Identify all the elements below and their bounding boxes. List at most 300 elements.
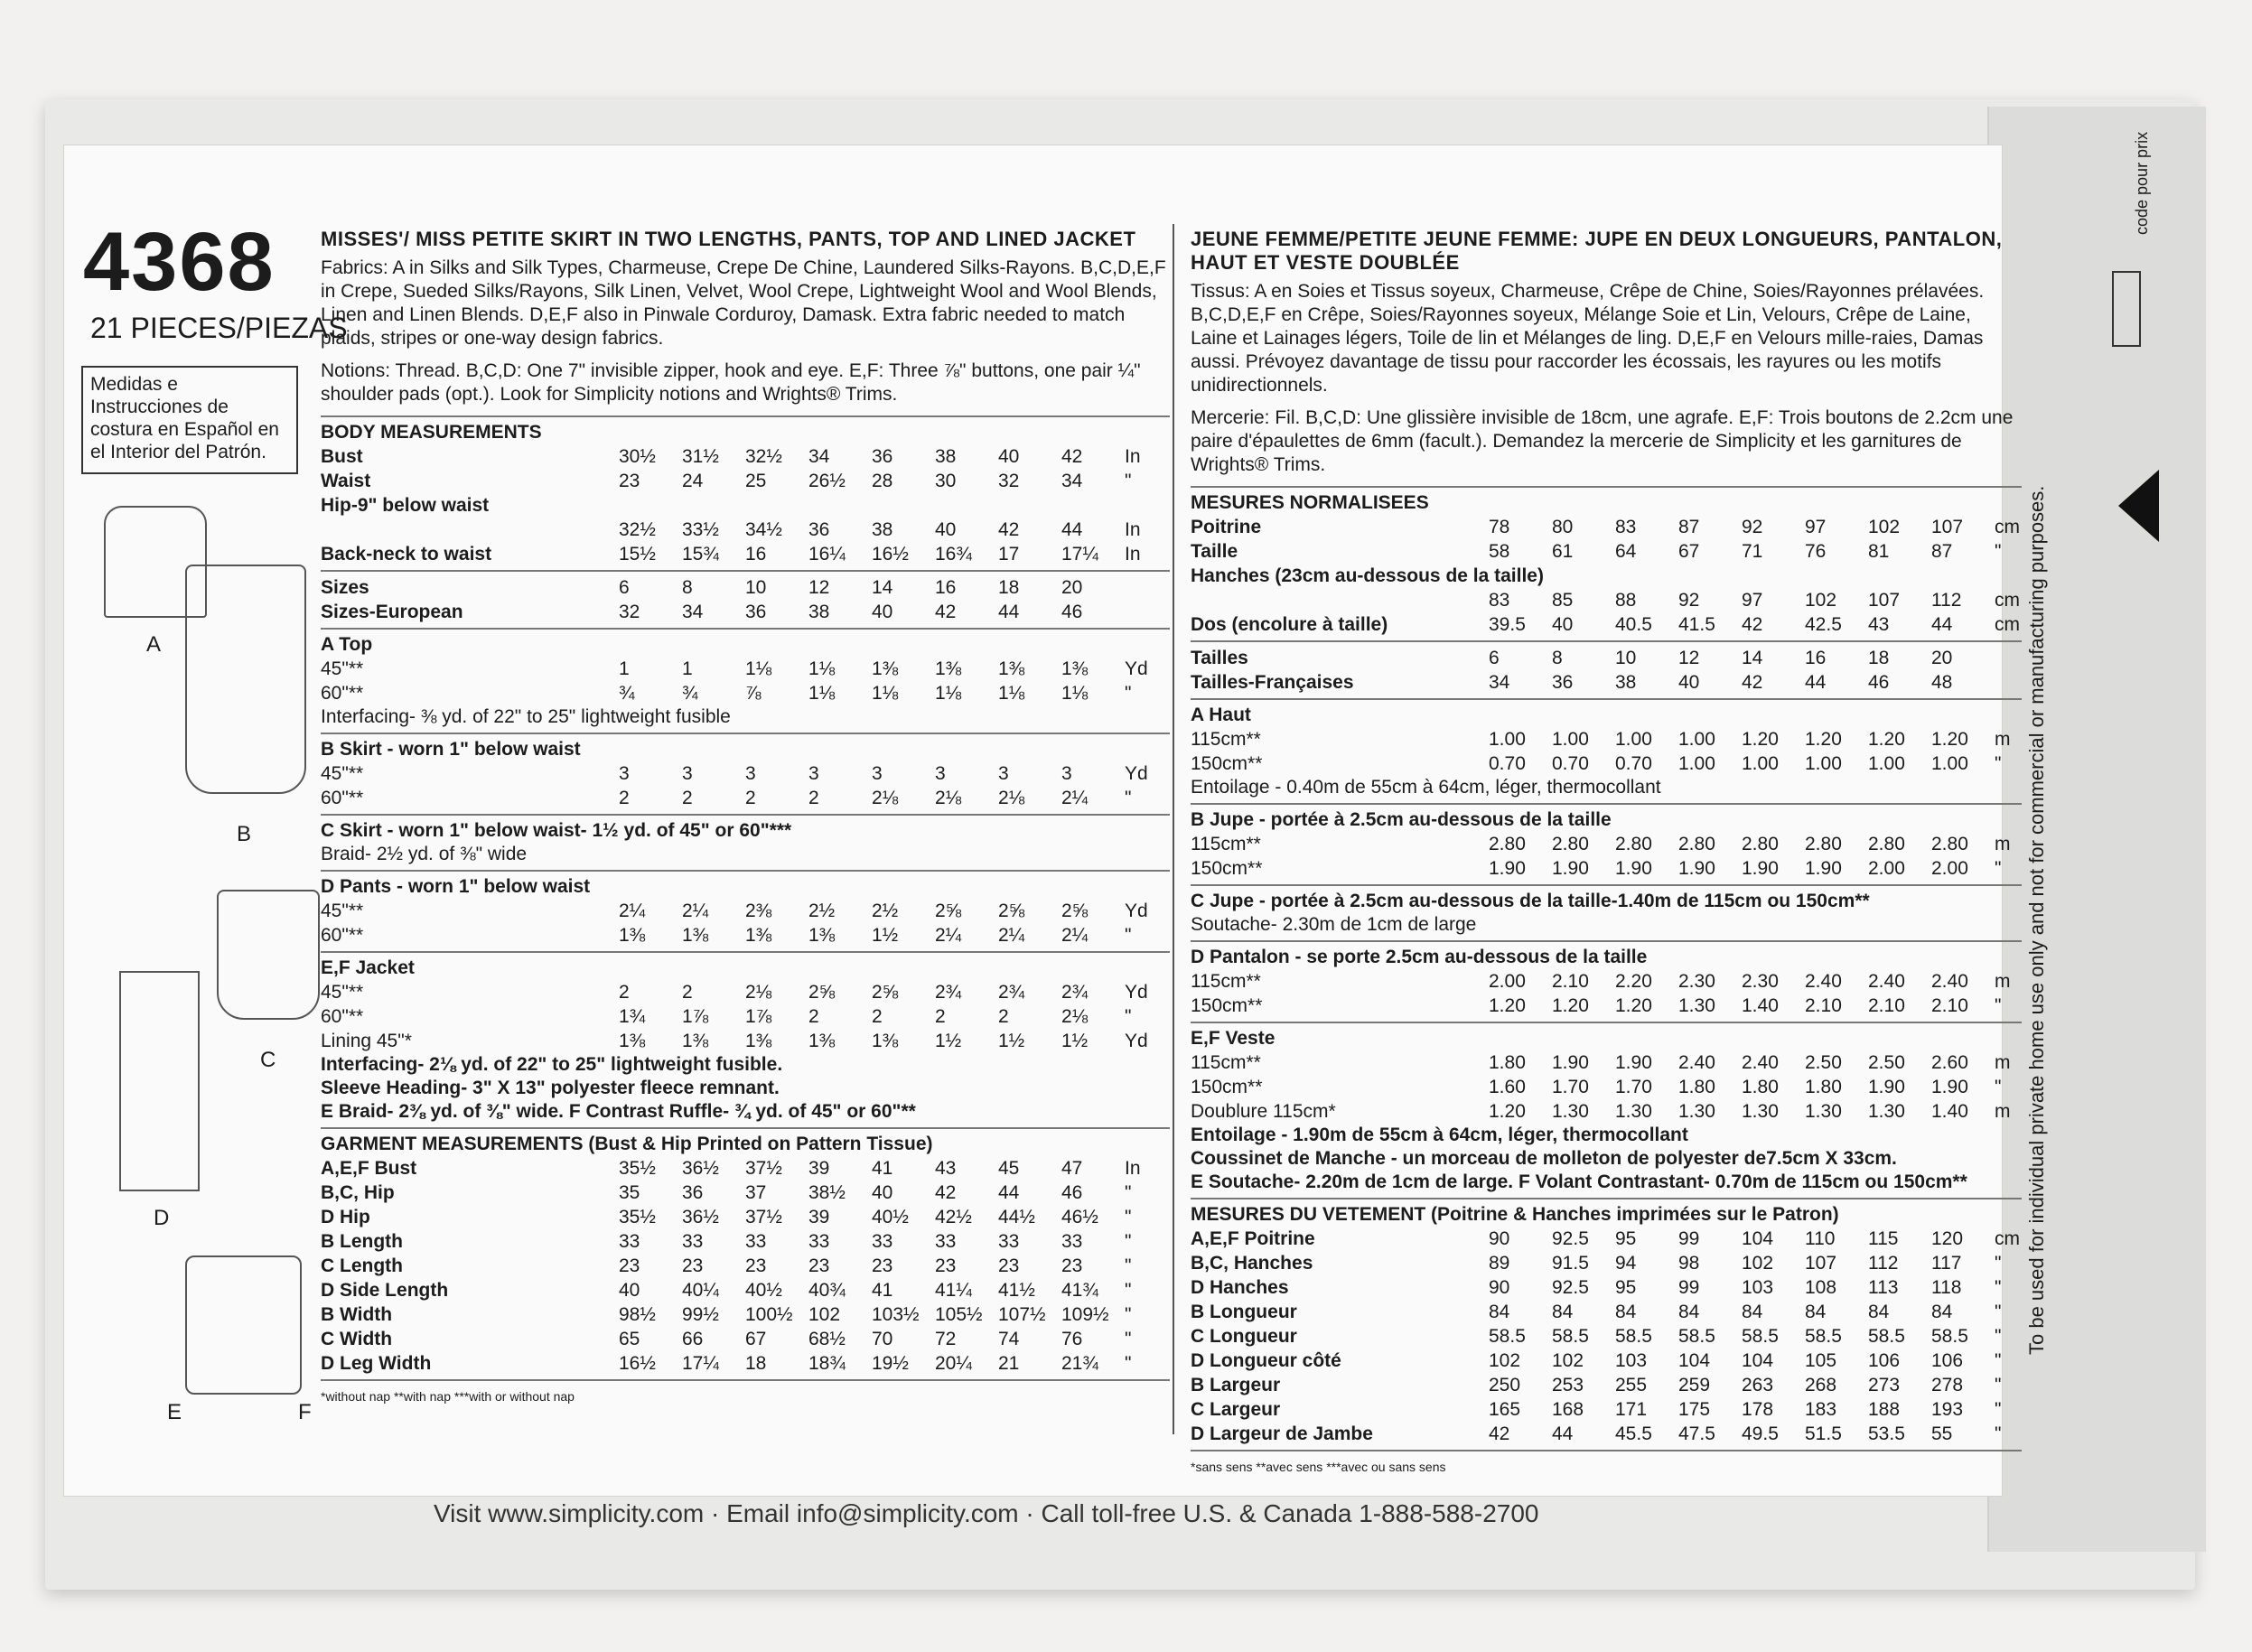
table-cell: 1⅜ bbox=[998, 658, 1025, 679]
table-row bbox=[321, 1156, 1170, 1181]
table-cell: 23 bbox=[619, 1255, 640, 1276]
unit-cell: Yd bbox=[1125, 900, 1148, 921]
row-label: B Width bbox=[321, 1303, 393, 1325]
table-cell: 76 bbox=[1805, 540, 1827, 562]
table-cell: 40¼ bbox=[682, 1279, 719, 1301]
c-skirt-head: C Skirt - worn 1" below waist- 1½ yd. of 45" or 60"*** bbox=[321, 820, 792, 841]
sketch-skirt-b bbox=[185, 565, 306, 794]
table-cell: 1⅜ bbox=[682, 1030, 709, 1051]
table-cell: ¾ bbox=[682, 682, 698, 704]
table-row bbox=[1191, 727, 2022, 751]
table-cell: 83 bbox=[1615, 516, 1637, 537]
table-row bbox=[1191, 1050, 2022, 1075]
table-cell: 10 bbox=[1615, 647, 1637, 668]
table-cell: 33 bbox=[1061, 1230, 1083, 1252]
table-cell: 38 bbox=[935, 445, 957, 467]
table-cell: 2.40 bbox=[1805, 970, 1842, 992]
table-cell: 30 bbox=[935, 470, 957, 491]
unit-cell: " bbox=[1995, 1325, 2002, 1347]
table-cell: 84 bbox=[1552, 1301, 1574, 1322]
table-cell: 88 bbox=[1615, 589, 1637, 611]
table-cell: 1.30 bbox=[1678, 994, 1715, 1016]
row-label: Tailles bbox=[1191, 647, 1248, 668]
table-cell: 104 bbox=[1678, 1349, 1711, 1371]
table-cell: 168 bbox=[1552, 1398, 1584, 1420]
sketch-pants-d bbox=[119, 971, 200, 1191]
table-cell: 32 bbox=[619, 601, 640, 622]
table-row bbox=[321, 600, 1170, 624]
ef-veste-note: Entoilage - 1.90m de 55cm à 64cm, léger, thermocollant bbox=[1191, 1125, 1688, 1145]
table-cell: 42 bbox=[935, 601, 957, 622]
table-cell: 2.10 bbox=[1552, 970, 1589, 992]
table-row bbox=[321, 786, 1170, 810]
table-cell: 71 bbox=[1742, 540, 1763, 562]
table-cell: 278 bbox=[1931, 1374, 1964, 1395]
table-cell: 40 bbox=[935, 518, 957, 540]
table-cell: 42 bbox=[1742, 671, 1763, 693]
table-row bbox=[321, 657, 1170, 681]
unit-cell: " bbox=[1125, 1230, 1132, 1252]
table-cell: 83 bbox=[1489, 589, 1510, 611]
table-cell: 2 bbox=[619, 787, 630, 808]
row-label: C Longueur bbox=[1191, 1325, 1297, 1347]
row-label: 45"** bbox=[321, 762, 364, 784]
row-label: Doublure 115cm* bbox=[1191, 1100, 1336, 1122]
table-cell: 1⅜ bbox=[872, 658, 899, 679]
table-cell: 40½ bbox=[745, 1279, 782, 1301]
table-cell: 40 bbox=[619, 1279, 640, 1301]
table-cell: 2¼ bbox=[1061, 787, 1089, 808]
table-cell: 14 bbox=[1742, 647, 1763, 668]
table-cell: 3 bbox=[872, 762, 883, 784]
column-divider bbox=[1173, 224, 1174, 1434]
table-cell: 37½ bbox=[745, 1206, 782, 1227]
table-cell: 105 bbox=[1805, 1349, 1837, 1371]
table-cell: 44 bbox=[998, 1181, 1020, 1203]
table-row bbox=[1191, 1099, 2022, 1124]
table-cell: 40 bbox=[998, 445, 1020, 467]
french-column bbox=[1191, 228, 2022, 1479]
table-row bbox=[321, 518, 1170, 542]
table-cell: 17 bbox=[998, 543, 1020, 565]
table-row bbox=[321, 1278, 1170, 1302]
table-cell: 107 bbox=[1805, 1252, 1837, 1274]
table-row bbox=[1191, 1397, 2022, 1422]
table-cell: 104 bbox=[1742, 1227, 1774, 1249]
unit-cell: " bbox=[1125, 1328, 1132, 1349]
row-label: 60"** bbox=[321, 924, 364, 946]
table-cell: 35 bbox=[619, 1181, 640, 1203]
unit-cell: " bbox=[1125, 1181, 1132, 1203]
table-cell: 1⅛ bbox=[998, 682, 1025, 704]
separator bbox=[1191, 884, 2022, 886]
table-row bbox=[1191, 1075, 2022, 1099]
row-label: 150cm** bbox=[1191, 752, 1263, 774]
table-cell: 42 bbox=[998, 518, 1020, 540]
unit-cell: In bbox=[1125, 1157, 1141, 1179]
pattern-number: 4368 bbox=[83, 216, 276, 308]
table-cell: 3 bbox=[935, 762, 946, 784]
table-cell: 1.30 bbox=[1615, 1100, 1652, 1122]
table-cell: 42½ bbox=[935, 1206, 972, 1227]
unit-cell: m bbox=[1995, 728, 2011, 750]
table-cell: 2.30 bbox=[1742, 970, 1779, 992]
separator bbox=[321, 733, 1170, 734]
table-cell: ¾ bbox=[619, 682, 635, 704]
table-cell: 89 bbox=[1489, 1252, 1510, 1274]
table-cell: 2.50 bbox=[1868, 1051, 1905, 1073]
row-label: C Width bbox=[321, 1328, 393, 1349]
table-cell: 45.5 bbox=[1615, 1423, 1652, 1444]
table-row bbox=[321, 1181, 1170, 1205]
table-cell: 58 bbox=[1489, 540, 1510, 562]
table-cell: 193 bbox=[1931, 1398, 1964, 1420]
table-cell: 2¾ bbox=[1061, 981, 1089, 1003]
b-jupe-table bbox=[1191, 832, 2022, 881]
mesures-head: MESURES NORMALISEES bbox=[1191, 492, 1429, 513]
table-cell: 33 bbox=[682, 1230, 704, 1252]
table-cell: 103 bbox=[1615, 1349, 1648, 1371]
table-cell: 12 bbox=[808, 576, 830, 598]
table-cell: 2.40 bbox=[1931, 970, 1968, 992]
garment-measurements-table bbox=[321, 1156, 1170, 1376]
table-cell: 2 bbox=[872, 1005, 883, 1027]
table-cell: 24 bbox=[682, 470, 704, 491]
table-cell: 255 bbox=[1615, 1374, 1648, 1395]
table-cell: 1½ bbox=[998, 1030, 1025, 1051]
table-cell: 2⅝ bbox=[808, 981, 836, 1003]
separator bbox=[321, 415, 1170, 417]
table-cell: 1.90 bbox=[1931, 1076, 1968, 1097]
row-label: C Length bbox=[321, 1255, 403, 1276]
a-top-head: A Top bbox=[321, 634, 373, 655]
ef-veste-head: E,F Veste bbox=[1191, 1028, 1276, 1049]
unit-cell: " bbox=[1995, 1252, 2002, 1274]
table-cell: 120 bbox=[1931, 1227, 1964, 1249]
unit-cell: m bbox=[1995, 1051, 2011, 1073]
table-cell: 87 bbox=[1931, 540, 1953, 562]
table-cell: 1⅜ bbox=[745, 924, 772, 946]
table-row bbox=[1191, 751, 2022, 776]
table-cell: 2 bbox=[935, 1005, 946, 1027]
table-cell: 2 bbox=[998, 1005, 1009, 1027]
table-cell: 2¼ bbox=[998, 924, 1025, 946]
unit-cell: In bbox=[1125, 445, 1141, 467]
table-cell: 51.5 bbox=[1805, 1423, 1842, 1444]
table-cell: 3 bbox=[808, 762, 819, 784]
ef-jacket-note: E Braid- 2⅜ yd. of ⅜" wide. F Contrast Ruffle- ¾ yd. of 45" or 60"** bbox=[321, 1101, 916, 1122]
table-cell: 2.30 bbox=[1678, 970, 1715, 992]
table-cell: 38 bbox=[872, 518, 893, 540]
table-cell: 1.00 bbox=[1805, 752, 1842, 774]
table-cell: 250 bbox=[1489, 1374, 1521, 1395]
unit-cell: Yd bbox=[1125, 1030, 1148, 1051]
table-cell: 1 bbox=[682, 658, 693, 679]
table-cell: 1⅜ bbox=[682, 924, 709, 946]
unit-cell: " bbox=[1125, 1255, 1132, 1276]
table-cell: 3 bbox=[1061, 762, 1072, 784]
table-cell: 2.80 bbox=[1552, 833, 1589, 854]
row-label: B Largeur bbox=[1191, 1374, 1281, 1395]
table-cell: 1.20 bbox=[1868, 728, 1905, 750]
mercerie-text: Mercerie: Fil. B,C,D: Une glissière invisible de 18cm, une agrafe. E,F: Trois boutons de 2.2cm une paire d'épaulettes de 6mm (facult.). Demandez la mercerie de Simplicity et les garnitures de Wrights® Trims. bbox=[1191, 407, 2014, 475]
table-cell: 1⅛ bbox=[808, 658, 836, 679]
table-cell: 1⅜ bbox=[1061, 658, 1089, 679]
table-cell: 1.20 bbox=[1931, 728, 1968, 750]
table-cell: 31½ bbox=[682, 445, 719, 467]
table-cell: 66 bbox=[682, 1328, 704, 1349]
table-cell: 35½ bbox=[619, 1206, 656, 1227]
table-cell: 19½ bbox=[872, 1352, 909, 1374]
table-cell: 0.70 bbox=[1489, 752, 1526, 774]
unit-cell: Yd bbox=[1125, 658, 1148, 679]
table-cell: 65 bbox=[619, 1328, 640, 1349]
unit-cell: " bbox=[1995, 540, 2002, 562]
row-label: Hip-9" below waist bbox=[321, 494, 490, 516]
table-cell: 41 bbox=[872, 1279, 893, 1301]
table-cell: 2 bbox=[682, 787, 693, 808]
table-cell: 55 bbox=[1931, 1423, 1953, 1444]
table-cell: 41½ bbox=[998, 1279, 1035, 1301]
row-label: C Largeur bbox=[1191, 1398, 1281, 1420]
sketch-skirt-c bbox=[217, 890, 320, 1020]
garment-measurements-head: GARMENT MEASUREMENTS (Bust & Hip Printed on Pattern Tissue) bbox=[321, 1134, 933, 1154]
table-cell: 0.70 bbox=[1552, 752, 1589, 774]
table-cell: 70 bbox=[872, 1328, 893, 1349]
d-pants-table bbox=[321, 899, 1170, 947]
unit-cell: " bbox=[1125, 1005, 1132, 1027]
row-label: Waist bbox=[321, 470, 371, 491]
fabrics-text: Fabrics: A in Silks and Silk Types, Charmeuse, Crepe De Chine, Laundered Silks-Rayons. B,C,D,E,F in Crepe, Sueded Silks/Rayons, Silk Linen, Velvet, Wool Crepe, Lightweight Wool and Wool Blends, Linen and Linen Blends. D,E,F also in Pinwale Corduroy, Damask. Extra fabric needed to match plaids, stripes or one-way design fabrics. bbox=[321, 257, 1166, 349]
table-cell: 58.5 bbox=[1552, 1325, 1589, 1347]
sizes-table bbox=[321, 575, 1170, 624]
notions-text: Notions: Thread. B,C,D: One 7" invisible zipper, hook and eye. E,F: Three ⅞" buttons, one pair ¼" shoulder pads (opt.). Look for Simplicity notions and Wrights® Trims. bbox=[321, 360, 1141, 405]
table-cell: 1.30 bbox=[1805, 1100, 1842, 1122]
table-cell: 103 bbox=[1742, 1276, 1774, 1298]
table-cell: 1.90 bbox=[1742, 857, 1779, 879]
a-top-note: Interfacing- ⅜ yd. of 22" to 25" lightweight fusible bbox=[321, 706, 731, 727]
table-cell: 58.5 bbox=[1489, 1325, 1526, 1347]
table-cell: 43 bbox=[1868, 613, 1890, 635]
unit-cell: " bbox=[1995, 1301, 2002, 1322]
table-cell: 102 bbox=[1489, 1349, 1521, 1371]
table-cell: 33 bbox=[808, 1230, 830, 1252]
table-row bbox=[321, 1205, 1170, 1229]
table-cell: 2.50 bbox=[1805, 1051, 1842, 1073]
english-column bbox=[321, 228, 1170, 1408]
table-cell: 44 bbox=[1552, 1423, 1574, 1444]
table-row bbox=[1191, 1373, 2022, 1397]
table-row bbox=[321, 923, 1170, 947]
table-cell: 1.00 bbox=[1489, 728, 1526, 750]
table-cell: 28 bbox=[872, 470, 893, 491]
table-row bbox=[321, 1327, 1170, 1351]
unit-cell: cm bbox=[1995, 613, 2020, 635]
table-cell: 102 bbox=[808, 1303, 841, 1325]
table-cell: 2¼ bbox=[935, 924, 962, 946]
table-cell: 165 bbox=[1489, 1398, 1521, 1420]
table-cell: 33½ bbox=[682, 518, 719, 540]
table-cell: 16 bbox=[745, 543, 767, 565]
table-cell: 36 bbox=[808, 518, 830, 540]
table-row bbox=[321, 899, 1170, 923]
table-row bbox=[321, 575, 1170, 600]
table-cell: 40 bbox=[872, 1181, 893, 1203]
table-row bbox=[321, 681, 1170, 705]
table-cell: 102 bbox=[1868, 516, 1901, 537]
row-label: Taille bbox=[1191, 540, 1238, 562]
table-row bbox=[1191, 1422, 2022, 1446]
table-cell: 112 bbox=[1931, 589, 1962, 611]
table-cell: 3 bbox=[998, 762, 1009, 784]
table-cell: 84 bbox=[1931, 1301, 1953, 1322]
sketch-label-e: E bbox=[167, 1400, 182, 1424]
table-cell: 113 bbox=[1868, 1276, 1899, 1298]
table-cell: 18¾ bbox=[808, 1352, 846, 1374]
table-cell: 1.90 bbox=[1805, 857, 1842, 879]
table-cell: 95 bbox=[1615, 1227, 1637, 1249]
table-cell: 1.00 bbox=[1678, 752, 1715, 774]
table-row bbox=[321, 444, 1170, 469]
row-label: D Hip bbox=[321, 1206, 370, 1227]
separator bbox=[321, 814, 1170, 816]
table-cell: 1.20 bbox=[1742, 728, 1779, 750]
table-cell: 36½ bbox=[682, 1206, 719, 1227]
spanish-note-box: Medidas e Instrucciones de costura en Español en el Interior del Patrón. bbox=[81, 366, 298, 474]
english-title: MISSES'/ MISS PETITE SKIRT IN TWO LENGTHS, PANTS, TOP AND LINED JACKET bbox=[321, 228, 1136, 250]
table-cell: 171 bbox=[1615, 1398, 1648, 1420]
table-cell: 2.80 bbox=[1678, 833, 1715, 854]
table-cell: 1.20 bbox=[1552, 994, 1589, 1016]
table-cell: 2.80 bbox=[1868, 833, 1905, 854]
table-cell: 268 bbox=[1805, 1374, 1837, 1395]
price-code-label: code pour prix bbox=[2133, 131, 2151, 235]
table-cell: 1.90 bbox=[1489, 857, 1526, 879]
table-cell: 1⅞ bbox=[745, 1005, 772, 1027]
unit-cell: In bbox=[1125, 518, 1141, 540]
table-row bbox=[1191, 564, 2022, 588]
table-row bbox=[1191, 1251, 2022, 1275]
table-cell: 1.80 bbox=[1805, 1076, 1842, 1097]
table-cell: 1⅜ bbox=[935, 658, 962, 679]
table-cell: 67 bbox=[1678, 540, 1700, 562]
table-cell: 32½ bbox=[745, 445, 782, 467]
table-cell: 1⅜ bbox=[619, 924, 646, 946]
table-cell: 15½ bbox=[619, 543, 656, 565]
table-cell: 2.00 bbox=[1489, 970, 1526, 992]
table-cell: 1.90 bbox=[1552, 857, 1589, 879]
separator bbox=[1191, 698, 2022, 700]
table-cell: 2.80 bbox=[1805, 833, 1842, 854]
table-cell: 36 bbox=[682, 1181, 704, 1203]
separator bbox=[1191, 640, 2022, 642]
sketch-label-a: A bbox=[146, 632, 162, 657]
table-cell: 21 bbox=[998, 1352, 1020, 1374]
table-cell: 92 bbox=[1678, 589, 1700, 611]
table-cell: 18 bbox=[1868, 647, 1890, 668]
table-cell: 1⅛ bbox=[872, 682, 899, 704]
table-cell: 46 bbox=[1061, 601, 1083, 622]
table-row bbox=[1191, 856, 2022, 881]
table-cell: 175 bbox=[1678, 1398, 1711, 1420]
separator bbox=[321, 870, 1170, 872]
table-row bbox=[321, 761, 1170, 786]
a-haut-head: A Haut bbox=[1191, 705, 1251, 725]
table-cell: 2 bbox=[619, 981, 630, 1003]
sketch-label-d: D bbox=[154, 1206, 170, 1230]
table-cell: 58.5 bbox=[1678, 1325, 1715, 1347]
table-cell: 8 bbox=[1552, 647, 1563, 668]
ef-jacket-table bbox=[321, 980, 1170, 1053]
row-label: D Side Length bbox=[321, 1279, 449, 1301]
table-cell: 178 bbox=[1742, 1398, 1774, 1420]
table-cell: 64 bbox=[1615, 540, 1637, 562]
table-cell: 1⅛ bbox=[935, 682, 962, 704]
table-cell: 26½ bbox=[808, 470, 846, 491]
table-cell: 16½ bbox=[619, 1352, 656, 1374]
table-cell: 2⅝ bbox=[935, 900, 962, 921]
table-cell: 2¼ bbox=[1061, 924, 1089, 946]
d-pants-head: D Pants - worn 1" below waist bbox=[321, 876, 591, 897]
table-cell: 90 bbox=[1489, 1227, 1510, 1249]
a-haut-note: Entoilage - 0.40m de 55cm à 64cm, léger, thermocollant bbox=[1191, 777, 1661, 798]
row-label: 60"** bbox=[321, 682, 364, 704]
table-row bbox=[1191, 1300, 2022, 1324]
table-cell: 44 bbox=[998, 601, 1020, 622]
table-cell: 21¾ bbox=[1061, 1352, 1098, 1374]
unit-cell: m bbox=[1995, 970, 2011, 992]
table-cell: 108 bbox=[1805, 1276, 1837, 1298]
table-cell: 1.40 bbox=[1931, 1100, 1968, 1122]
row-label: D Largeur de Jambe bbox=[1191, 1423, 1373, 1444]
mesures-vetement-head: MESURES DU VETEMENT (Poitrine & Hanches imprimées sur le Patron) bbox=[1191, 1204, 1839, 1225]
table-cell: 98 bbox=[1678, 1252, 1700, 1274]
table-cell: 58.5 bbox=[1868, 1325, 1905, 1347]
table-cell: 103½ bbox=[872, 1303, 920, 1325]
table-cell: 16 bbox=[1805, 647, 1827, 668]
table-cell: 46½ bbox=[1061, 1206, 1098, 1227]
table-cell: 20 bbox=[1061, 576, 1083, 598]
table-cell: 44 bbox=[1805, 671, 1827, 693]
row-label: Back-neck to waist bbox=[321, 543, 492, 565]
unit-cell: " bbox=[1125, 787, 1132, 808]
table-cell: 1⅞ bbox=[682, 1005, 709, 1027]
table-cell: 41¾ bbox=[1061, 1279, 1098, 1301]
table-cell: 39.5 bbox=[1489, 613, 1526, 635]
unit-cell: cm bbox=[1995, 516, 2020, 537]
table-cell: 2.80 bbox=[1615, 833, 1652, 854]
table-cell: 109½ bbox=[1061, 1303, 1109, 1325]
table-cell: 106 bbox=[1868, 1349, 1901, 1371]
table-cell: 1.90 bbox=[1678, 857, 1715, 879]
row-label: B,C, Hip bbox=[321, 1181, 395, 1203]
table-cell: 1.90 bbox=[1552, 1051, 1589, 1073]
table-cell: 1.40 bbox=[1742, 994, 1779, 1016]
table-cell: 102 bbox=[1805, 589, 1837, 611]
table-cell: 33 bbox=[745, 1230, 767, 1252]
table-cell: 1.80 bbox=[1678, 1076, 1715, 1097]
table-cell: 37½ bbox=[745, 1157, 782, 1179]
separator bbox=[321, 570, 1170, 572]
table-cell: 1⅛ bbox=[1061, 682, 1089, 704]
mesures-vetement-table bbox=[1191, 1227, 2022, 1446]
table-cell: 2.00 bbox=[1931, 857, 1968, 879]
table-cell: 97 bbox=[1742, 589, 1763, 611]
table-cell: 44½ bbox=[998, 1206, 1035, 1227]
table-cell: 2⅝ bbox=[872, 981, 899, 1003]
unit-cell: " bbox=[1995, 1374, 2002, 1395]
pieces-count: 21 PIECES/PIEZAS bbox=[90, 312, 348, 344]
